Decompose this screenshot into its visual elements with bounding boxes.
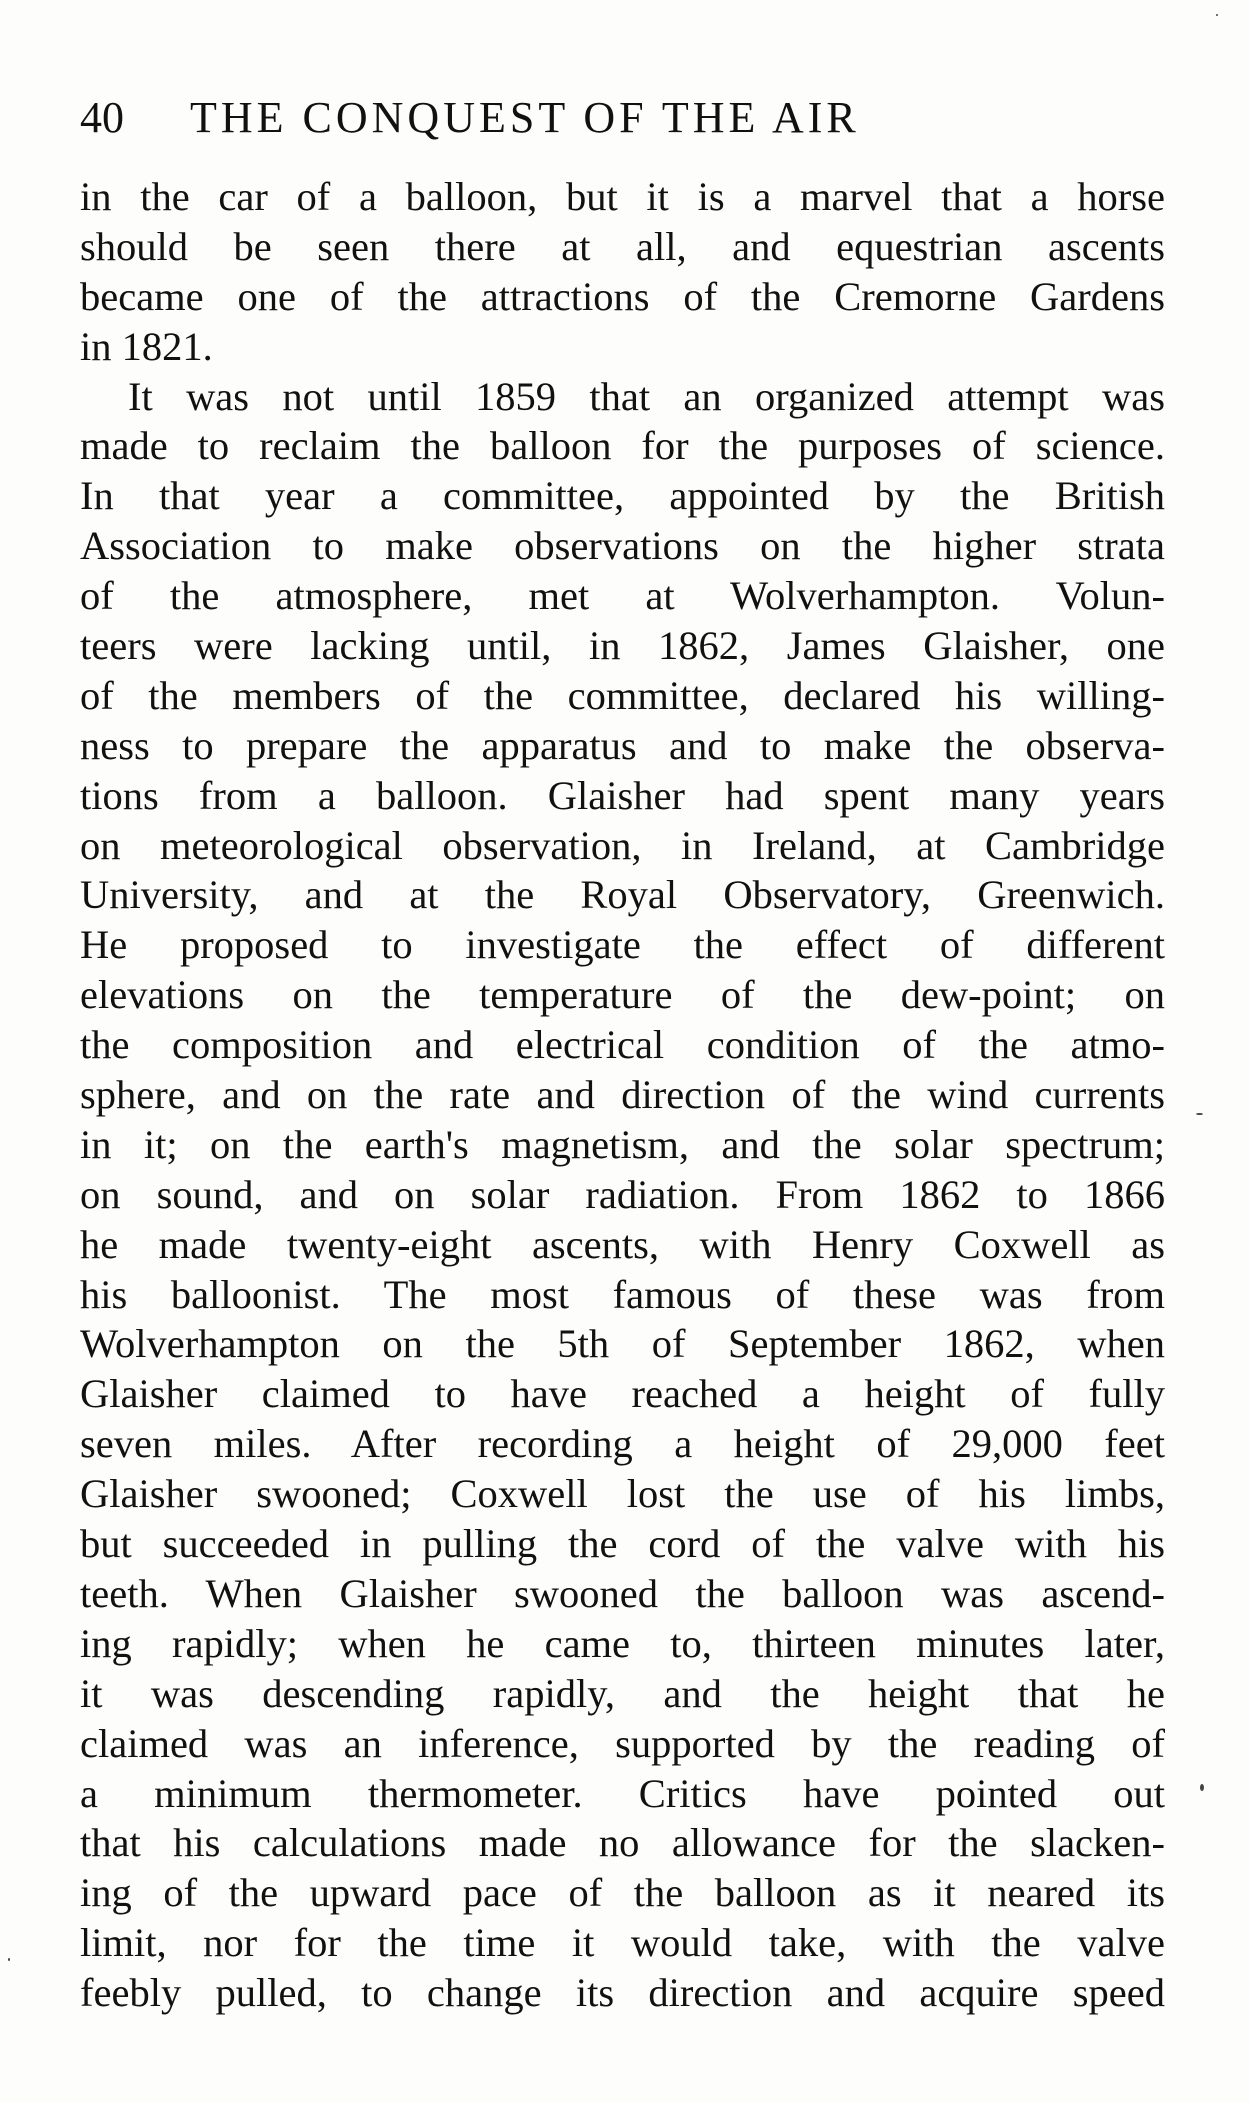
text-line: in it; on the earth's magnetism, and the solar spectrum; bbox=[80, 1121, 1165, 1167]
text-line: seven miles. After recording a height of 29,000 feet bbox=[80, 1421, 1165, 1467]
text-line: of the atmosphere, met at Wolverhampton. Volun- bbox=[80, 573, 1165, 619]
text-line: Wolverhampton on the 5th of September 1862, when bbox=[80, 1321, 1165, 1367]
text-line: He proposed to investigate the effect of different bbox=[80, 922, 1165, 968]
text-line: his balloonist. The most famous of these was from bbox=[80, 1271, 1165, 1317]
body-text bbox=[80, 172, 1165, 2018]
text-line: tions from a balloon. Glaisher had spent many years bbox=[80, 772, 1165, 818]
text-line: on sound, and on solar radiation. From 1862 to 1866 bbox=[80, 1171, 1165, 1217]
scan-speck bbox=[1200, 1784, 1204, 1791]
text-line: sphere, and on the rate and direction of the wind currents bbox=[80, 1072, 1165, 1118]
scan-speck bbox=[1216, 14, 1218, 16]
text-line: elevations on the temperature of the dew-point; on bbox=[80, 972, 1165, 1018]
text-line: feebly pulled, to change its direction and acquire speed bbox=[80, 1970, 1165, 2016]
text-line: should be seen there at all, and equestrian ascents bbox=[80, 223, 1165, 269]
text-line: ness to prepare the apparatus and to make the observa- bbox=[80, 722, 1165, 768]
text-line: of the members of the committee, declared his willing- bbox=[80, 672, 1165, 718]
page-number: 40 bbox=[80, 93, 124, 142]
text-line: ing rapidly; when he came to, thirteen minutes later, bbox=[80, 1620, 1165, 1666]
text-line: he made twenty-eight ascents, with Henry Coxwell as bbox=[80, 1221, 1165, 1267]
text-line: claimed was an inference, supported by the reading of bbox=[80, 1720, 1165, 1766]
text-line: ing of the upward pace of the balloon as it neared its bbox=[80, 1870, 1165, 1916]
text-line: but succeeded in pulling the cord of the valve with his bbox=[80, 1521, 1165, 1567]
text-line: became one of the attractions of the Cremorne Gardens bbox=[80, 273, 1165, 319]
text-line: Glaisher claimed to have reached a height of fully bbox=[80, 1371, 1165, 1417]
text-line: the composition and electrical condition of the atmo- bbox=[80, 1022, 1165, 1068]
text-line: that his calculations made no allowance for the slacken- bbox=[80, 1820, 1165, 1866]
text-line: made to reclaim the balloon for the purposes of science. bbox=[80, 423, 1165, 469]
text-line: It was not until 1859 that an organized attempt was bbox=[128, 373, 1165, 419]
text-line: on meteorological observation, in Ireland, at Cambridge bbox=[80, 822, 1165, 868]
text-line: teeth. When Glaisher swooned the balloon was ascend- bbox=[80, 1570, 1165, 1616]
text-line: in 1821. bbox=[80, 323, 213, 369]
running-title: THE CONQUEST OF THE AIR bbox=[190, 93, 860, 142]
text-line: it was descending rapidly, and the height that he bbox=[80, 1670, 1165, 1716]
text-line: In that year a committee, appointed by the British bbox=[80, 473, 1165, 519]
scan-speck bbox=[8, 1958, 10, 1961]
text-line: a minimum thermometer. Critics have pointed out bbox=[80, 1770, 1165, 1816]
text-line: limit, nor for the time it would take, with the valve bbox=[80, 1920, 1165, 1966]
text-line: University, and at the Royal Observatory, Greenwich. bbox=[80, 872, 1165, 918]
running-head bbox=[80, 88, 1180, 148]
text-line: teers were lacking until, in 1862, James Glaisher, one bbox=[80, 623, 1165, 669]
text-line: Glaisher swooned; Coxwell lost the use of his limbs, bbox=[80, 1471, 1165, 1517]
scan-speck bbox=[1196, 1113, 1203, 1115]
text-line: in the car of a balloon, but it is a marvel that a horse bbox=[80, 174, 1165, 219]
text-line: Association to make observations on the higher strata bbox=[80, 523, 1165, 569]
